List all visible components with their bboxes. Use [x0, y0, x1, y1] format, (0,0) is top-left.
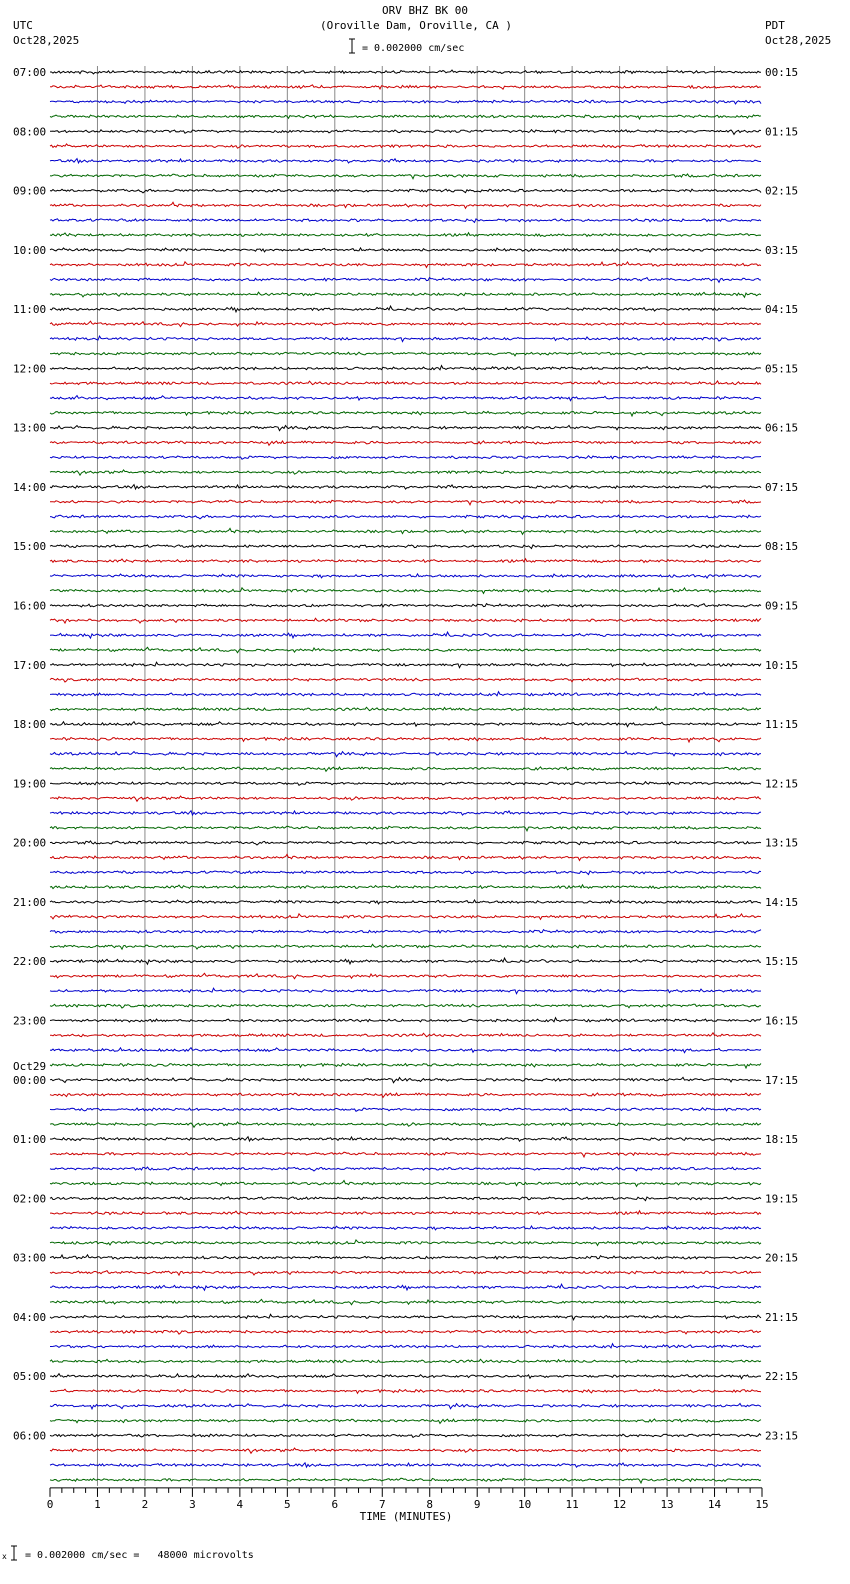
trace-76	[50, 1197, 761, 1201]
pdt-hour-label: 01:15	[765, 125, 799, 139]
trace-22	[50, 396, 761, 401]
trace-43	[50, 707, 761, 711]
trace-32	[50, 545, 761, 549]
pdt-hour-label: 11:15	[765, 718, 799, 732]
pdt-hour-label: 14:15	[765, 895, 799, 909]
trace-54	[50, 871, 761, 875]
x-axis-label: TIME (MINUTES)	[359, 1509, 453, 1523]
trace-12	[50, 248, 761, 252]
trace-28	[50, 485, 761, 490]
utc-hour-label: 23:00	[13, 1014, 47, 1028]
utc-hour-label: 15:00	[13, 540, 47, 554]
x-tick-label: 11	[565, 1497, 579, 1511]
trace-78	[50, 1226, 761, 1230]
trace-19	[50, 352, 761, 356]
utc-hour-label: 09:00	[13, 184, 47, 198]
pdt-hour-label: 00:15	[765, 66, 799, 79]
pdt-hour-label: 18:15	[765, 1133, 799, 1147]
trace-87	[50, 1359, 761, 1362]
right-date: Oct28,2025	[765, 34, 832, 47]
pdt-hour-label: 02:15	[765, 184, 799, 198]
trace-45	[50, 737, 761, 742]
trace-65	[50, 1033, 761, 1037]
utc-hour-label: 21:00	[13, 895, 47, 909]
x-tick-label: 0	[46, 1497, 54, 1511]
x-tick-label: 10	[518, 1497, 532, 1511]
trace-55	[50, 885, 761, 889]
trace-95	[50, 1478, 761, 1483]
trace-48	[50, 782, 761, 786]
trace-13	[50, 262, 761, 268]
trace-66	[50, 1048, 761, 1053]
trace-89	[50, 1389, 761, 1393]
trace-69	[50, 1093, 761, 1097]
x-tick-label: 8	[426, 1497, 434, 1511]
trace-41	[50, 678, 761, 682]
trace-79	[50, 1240, 761, 1246]
trace-72	[50, 1137, 761, 1142]
x-tick-label: 14	[707, 1497, 722, 1511]
x-tick-label: 7	[378, 1497, 386, 1511]
trace-30	[50, 515, 761, 519]
trace-8	[50, 189, 761, 193]
utc-hour-label: 01:00	[13, 1133, 47, 1147]
x-tick-label: 2	[141, 1497, 149, 1511]
trace-61	[50, 973, 761, 978]
trace-56	[50, 900, 761, 904]
utc-hour-label: 07:00	[13, 66, 47, 79]
trace-81	[50, 1270, 761, 1275]
trace-82	[50, 1284, 761, 1290]
trace-6	[50, 159, 761, 163]
trace-80	[50, 1255, 761, 1259]
trace-21	[50, 381, 761, 385]
trace-63	[50, 1004, 761, 1008]
x-tick-label: 4	[236, 1497, 244, 1511]
trace-58	[50, 930, 761, 933]
trace-15	[50, 292, 761, 297]
utc-hour-label: 18:00	[13, 718, 47, 732]
trace-3	[50, 115, 761, 119]
pdt-hour-label: 09:15	[765, 599, 799, 613]
trace-1	[50, 85, 761, 89]
pdt-hour-label: 12:15	[765, 777, 799, 791]
trace-36	[50, 604, 761, 607]
pdt-hour-label: 07:15	[765, 480, 799, 494]
trace-18	[50, 336, 761, 342]
trace-39	[50, 647, 761, 652]
pdt-hour-label: 22:15	[765, 1370, 799, 1384]
pdt-hour-label: 05:15	[765, 362, 799, 376]
trace-49	[50, 796, 761, 801]
trace-91	[50, 1419, 761, 1423]
trace-68	[50, 1077, 761, 1082]
x-tick-label: 5	[284, 1497, 291, 1511]
pdt-hour-label: 04:15	[765, 303, 799, 317]
utc-hour-label: 14:00	[13, 480, 47, 494]
x-tick-label: 15	[755, 1497, 769, 1511]
trace-84	[50, 1314, 761, 1320]
trace-62	[50, 988, 761, 994]
trace-16	[50, 306, 761, 312]
pdt-hour-label: 06:15	[765, 421, 799, 435]
trace-71	[50, 1122, 761, 1127]
footer-prefix: x	[2, 1552, 7, 1561]
pdt-hour-label: 21:15	[765, 1310, 799, 1324]
station-title: ORV BHZ BK 00	[381, 4, 469, 17]
trace-44	[50, 722, 761, 727]
trace-94	[50, 1463, 761, 1467]
trace-51	[50, 826, 761, 831]
x-tick-label: 12	[612, 1497, 627, 1511]
trace-25	[50, 441, 761, 445]
x-tick-label: 13	[660, 1497, 674, 1511]
utc-hour-label: 08:00	[13, 125, 47, 139]
trace-59	[50, 944, 761, 949]
trace-35	[50, 588, 761, 594]
trace-53	[50, 854, 761, 860]
footer-scale-bar-icon	[10, 1545, 18, 1561]
trace-2	[50, 100, 761, 104]
trace-74	[50, 1167, 761, 1171]
pdt-hour-label: 20:15	[765, 1251, 799, 1265]
pdt-hour-label: 03:15	[765, 243, 799, 257]
trace-27	[50, 470, 761, 475]
utc-hour-label: 20:00	[13, 836, 47, 850]
footer-scale-text: = 0.002000 cm/sec = 48000 microvolts	[25, 1550, 254, 1561]
trace-86	[50, 1344, 761, 1348]
utc-hour-label: 06:00	[13, 1429, 47, 1443]
trace-88	[50, 1374, 761, 1379]
trace-92	[50, 1434, 761, 1438]
trace-57	[50, 914, 761, 920]
date-change-label: Oct29	[13, 1059, 47, 1073]
trace-9	[50, 202, 761, 208]
trace-70	[50, 1108, 761, 1112]
trace-47	[50, 767, 761, 771]
trace-85	[50, 1330, 761, 1334]
utc-hour-label: 16:00	[13, 599, 47, 613]
trace-5	[50, 144, 761, 148]
right-timezone: PDT	[765, 19, 785, 32]
pdt-hour-label: 08:15	[765, 540, 799, 554]
trace-64	[50, 1018, 761, 1022]
trace-37	[50, 618, 761, 623]
pdt-hour-label: 10:15	[765, 658, 799, 672]
trace-33	[50, 559, 761, 563]
trace-11	[50, 233, 761, 237]
trace-14	[50, 278, 761, 283]
x-tick-label: 9	[473, 1497, 481, 1511]
pdt-hour-label: 13:15	[765, 836, 799, 850]
trace-73	[50, 1152, 761, 1157]
trace-29	[50, 500, 761, 505]
trace-52	[50, 841, 761, 845]
pdt-hour-label: 19:15	[765, 1192, 799, 1206]
utc-hour-label: 17:00	[13, 658, 47, 672]
pdt-hour-label: 16:15	[765, 1014, 799, 1028]
utc-hour-label: 22:00	[13, 955, 47, 969]
trace-34	[50, 574, 761, 578]
trace-50	[50, 811, 761, 815]
trace-40	[50, 662, 761, 668]
utc-hour-label: 12:00	[13, 362, 47, 376]
trace-75	[50, 1181, 761, 1187]
trace-0	[50, 70, 761, 74]
trace-26	[50, 456, 761, 460]
pdt-hour-label: 15:15	[765, 955, 799, 969]
utc-hour-label: 02:00	[13, 1192, 47, 1206]
left-date: Oct28,2025	[13, 34, 80, 47]
trace-23	[50, 411, 761, 416]
pdt-hour-label: 23:15	[765, 1429, 799, 1443]
trace-83	[50, 1299, 761, 1304]
scale-label: = 0.002000 cm/sec	[362, 43, 465, 54]
pdt-hour-label: 17:15	[765, 1073, 799, 1087]
utc-hour-label: 03:00	[13, 1251, 47, 1265]
left-timezone: UTC	[13, 19, 33, 32]
trace-90	[50, 1404, 761, 1409]
trace-67	[50, 1064, 761, 1069]
x-tick-label: 6	[331, 1497, 339, 1511]
trace-93	[50, 1448, 761, 1453]
trace-42	[50, 692, 761, 696]
trace-24	[50, 425, 761, 430]
utc-hour-label: 19:00	[13, 777, 47, 791]
utc-hour-label: 13:00	[13, 421, 47, 435]
trace-17	[50, 321, 761, 326]
trace-31	[50, 528, 761, 534]
trace-4	[50, 130, 761, 135]
trace-46	[50, 751, 761, 756]
trace-60	[50, 958, 761, 964]
trace-7	[50, 174, 761, 179]
station-location: (Oroville Dam, Oroville, CA )	[319, 19, 513, 32]
trace-20	[50, 366, 761, 370]
trace-10	[50, 219, 761, 223]
utc-hour-label: 00:00	[13, 1073, 47, 1087]
utc-hour-label: 04:00	[13, 1310, 47, 1324]
x-tick-label: 1	[94, 1497, 101, 1511]
trace-77	[50, 1211, 761, 1215]
utc-hour-label: 10:00	[13, 243, 47, 257]
trace-38	[50, 632, 761, 638]
x-tick-label: 3	[189, 1497, 196, 1511]
utc-hour-label: 05:00	[13, 1370, 47, 1384]
utc-hour-label: 11:00	[13, 303, 47, 317]
